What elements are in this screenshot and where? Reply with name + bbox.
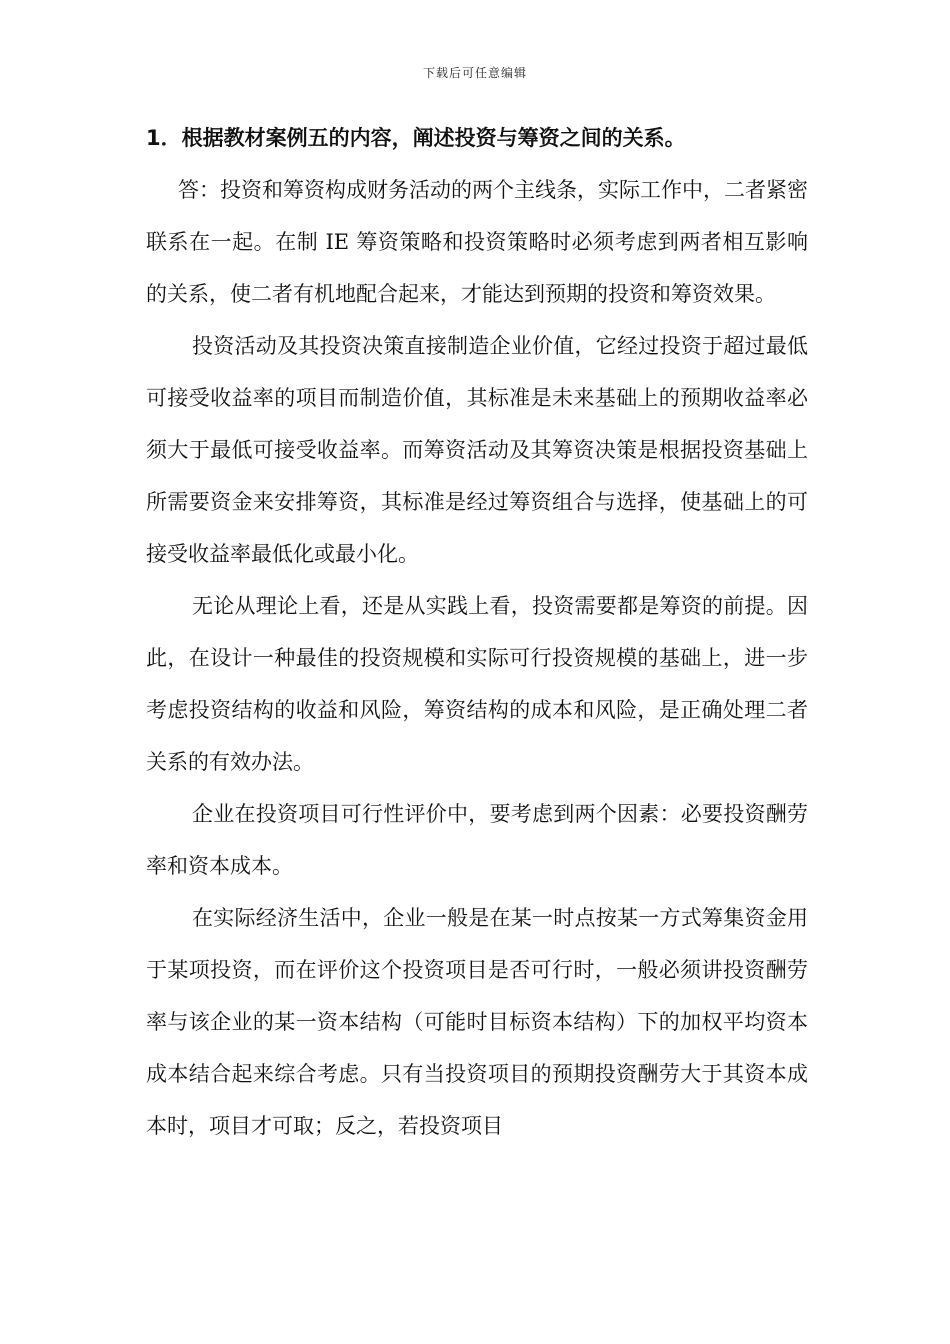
body-paragraph: 企业在投资项目可行性评价中，要考虑到两个因素：必要投资酬劳率和资本成本。	[146, 802, 808, 878]
body-paragraph: 投资活动及其投资决策直接制造企业价值，它经过投资于超过最低可接受收益率的项目而制造价值，其标准是未来基础上的预期收益率必须大于最低可接受收益率。而筹资活动及其筹资决策是根据投资基础上所需要资金来安排筹资，其标准是经过筹资组合与选择，使基础上的可接受收益率最低化或最小化。	[146, 334, 808, 566]
body-paragraph: 无论从理论上看，还是从实践上看，投资需要都是筹资的前提。因此，在设计一种最佳的投资规模和实际可行投资规模的基础上，进一步考虑投资结构的收益和风险，筹资结构的成本和风险，是正确处理二者关系的有效办法。	[146, 594, 808, 774]
document-body	[146, 112, 808, 1152]
answer-paragraph: 答：投资和筹资构成财务活动的两个主线条，实际工作中，二者紧密联系在一起。在制 IE 筹资策略和投资策略时必须考虑到两者相互影响的关系，使二者有机地配合起来，才能达到预期的投资和筹资效果。	[146, 178, 808, 306]
body-paragraph: 在实际经济生活中，企业一般是在某一时点按某一方式筹集资金用于某项投资，而在评价这个投资项目是否可行时，一般必须讲投资酬劳率与该企业的某一资本结构（可能时目标资本结构）下的加权平均资本成本结合起来综合考虑。只有当投资项目的预期投资酬劳大于其资本成本时，项目才可取；反之，若投资项目	[146, 906, 808, 1138]
question-heading: 1．根据教材案例五的内容，阐述投资与筹资之间的关系。	[146, 126, 686, 150]
page-header-note: 下载后可任意编辑	[422, 66, 527, 80]
